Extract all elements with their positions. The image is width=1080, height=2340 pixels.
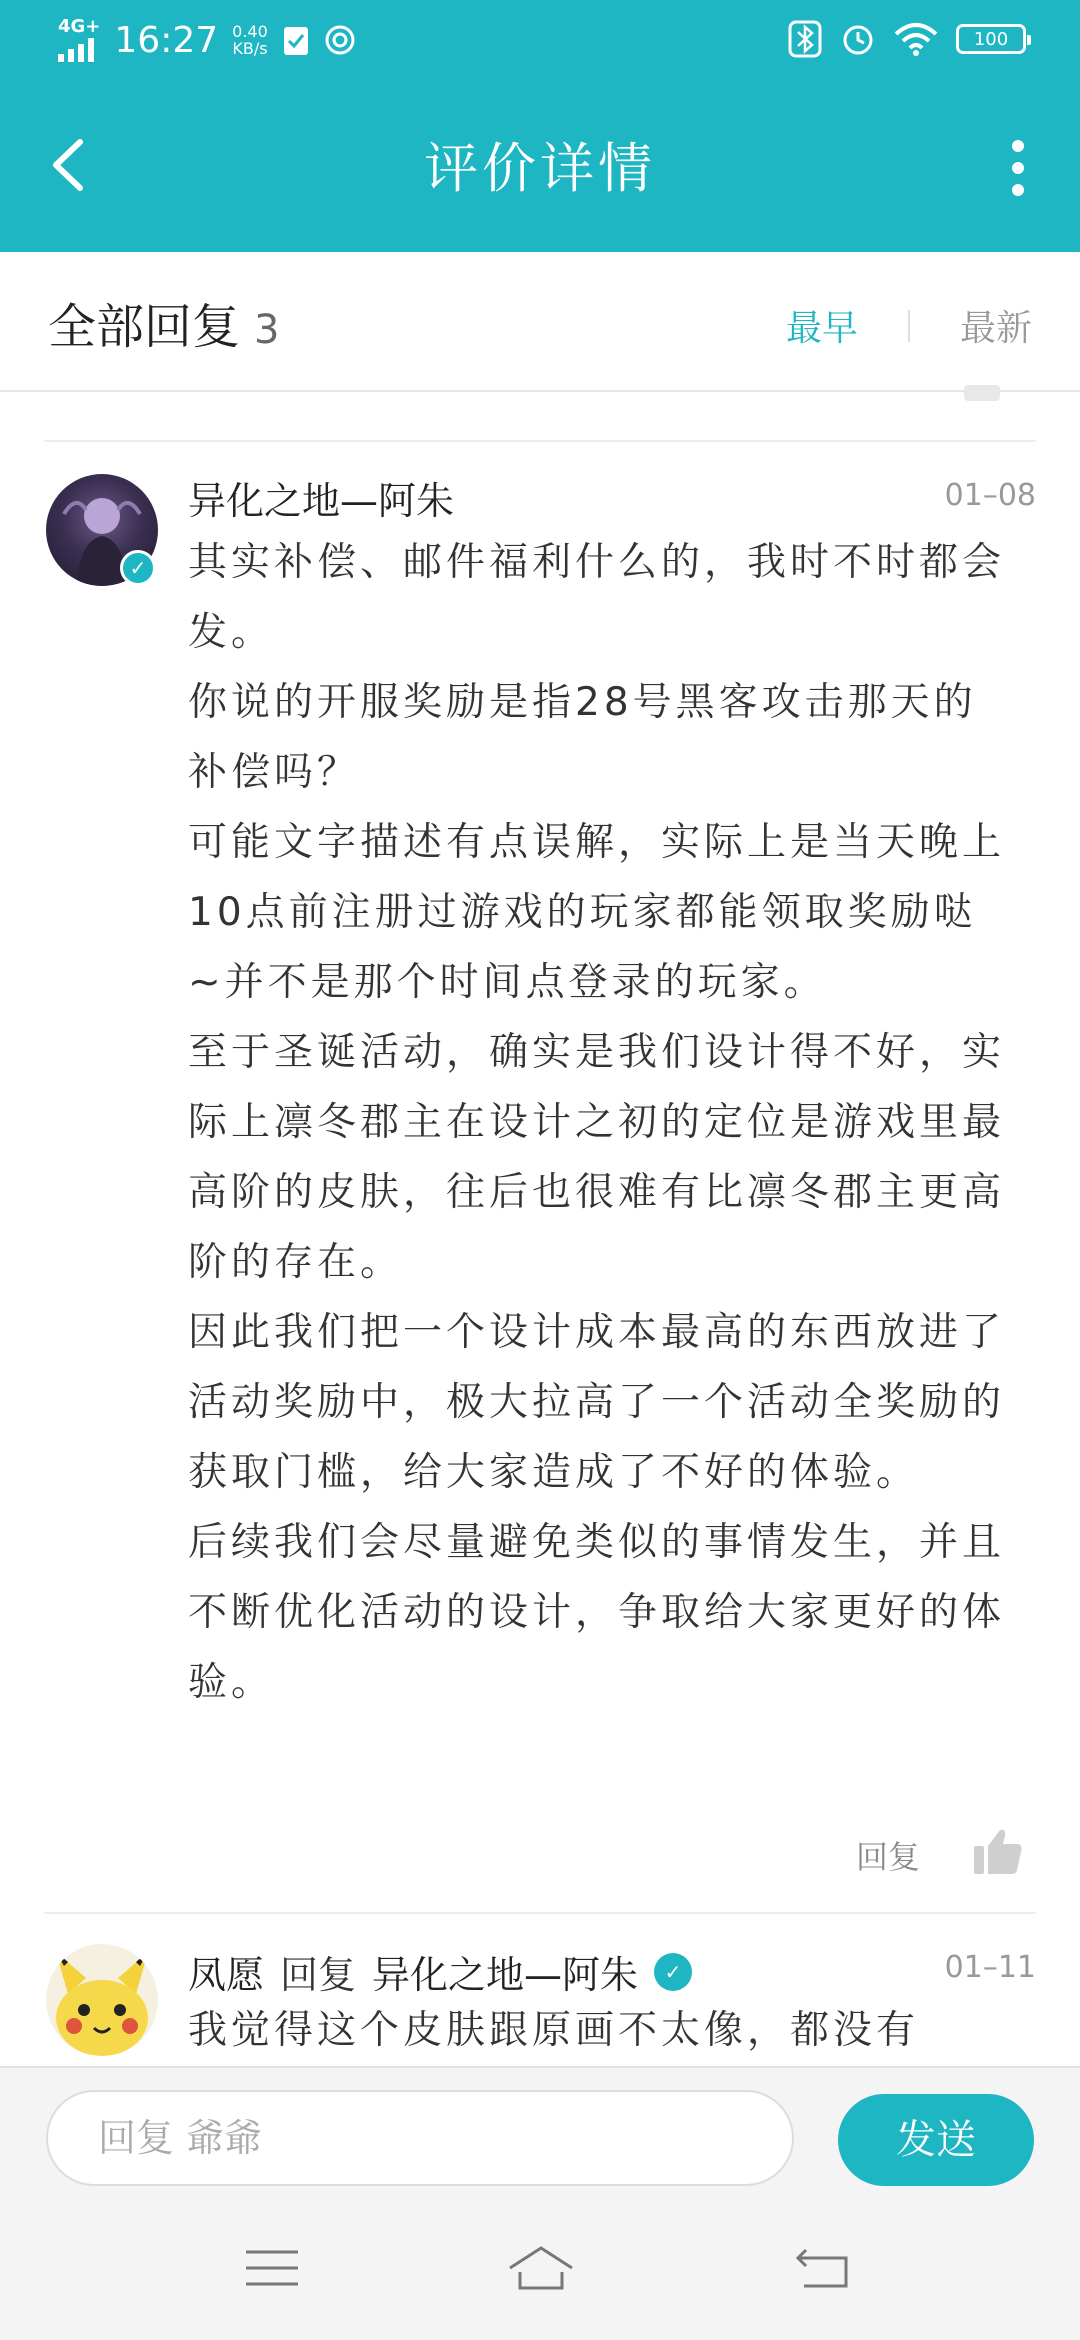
page-title: 评价详情 <box>424 137 656 200</box>
home-icon[interactable] <box>506 2242 576 2294</box>
replies-header <box>0 252 1080 392</box>
comment-paragraph: 至于圣诞活动，确实是我们设计得不好，实际上凛冬郡主在设计之初的定位是游戏里最高阶的皮肤，往后也很难有比凛冬郡主更高阶的存在。 <box>188 1030 1006 1285</box>
comment-paragraph: 我觉得这个皮肤跟原画不太像，都没有 <box>188 2008 920 2053</box>
sort-toggle <box>786 300 1032 351</box>
sort-latest-tab[interactable]: 最新 <box>959 308 1032 349</box>
reply-button[interactable]: 回复 <box>855 1838 920 1876</box>
network-speed <box>232 23 268 57</box>
comment-paragraph: 你说的开服奖励是指28号黑客攻击那天的补偿吗？ <box>188 680 977 795</box>
like-thumb-icon[interactable] <box>972 1826 1024 1876</box>
clipboard-check-icon <box>282 23 310 57</box>
status-bar <box>0 0 1080 80</box>
replies-title <box>48 288 279 357</box>
comment-author[interactable]: 异化之地—阿朱 <box>188 479 455 523</box>
reply-word: 回复 <box>280 1953 357 1997</box>
replies-count: 3 <box>254 307 280 353</box>
verified-badge-icon: ✓ <box>120 550 156 586</box>
comment-body <box>188 528 1008 1718</box>
bluetooth-icon <box>788 20 822 58</box>
spiral-app-icon <box>324 24 356 56</box>
sort-divider <box>908 310 910 342</box>
speed-unit: KB/s <box>232 39 268 58</box>
comment-paragraph: 后续我们会尽量避免类似的事情发生，并且不断优化活动的设计，争取给大家更好的体验。 <box>188 1520 1006 1705</box>
comment-author-line <box>188 1944 692 1999</box>
wifi-icon <box>894 22 938 56</box>
reply-target[interactable]: 异化之地—阿朱 <box>372 1953 639 1997</box>
comment-paragraph: 其实补偿、邮件福利什么的，我时不时都会发。 <box>188 540 1006 655</box>
app-header <box>0 80 1080 252</box>
comment-body <box>188 1996 1008 2066</box>
verified-badge-icon: ✓ <box>654 1953 692 1991</box>
speed-value: 0.40 <box>232 22 268 41</box>
more-menu-icon[interactable] <box>1008 140 1028 196</box>
reply-input[interactable]: 回复 爺爺 <box>46 2090 794 2186</box>
comment-paragraph: 可能文字描述有点误解，实际上是当天晚上10点前注册过游戏的玩家都能领取奖励哒~并不是那个时间点登录的玩家。 <box>188 820 1006 1005</box>
reply-composer <box>0 2066 1080 2198</box>
comment-author[interactable]: 凤愿 <box>188 1953 265 1997</box>
divider <box>44 440 1036 442</box>
replies-label: 全部回复 <box>48 299 241 355</box>
system-nav-bar <box>0 2198 1080 2340</box>
back-nav-icon[interactable] <box>792 2242 856 2294</box>
send-button[interactable]: 发送 <box>838 2094 1034 2186</box>
clock: 16:27 <box>114 19 219 61</box>
avatar[interactable] <box>46 1944 158 2056</box>
sort-earliest-tab[interactable]: 最早 <box>785 308 858 349</box>
comment-paragraph: 因此我们把一个设计成本最高的东西放进了活动奖励中，极大拉高了一个活动全奖励的获取门槛，给大家造成了不好的体验。 <box>188 1310 1006 1495</box>
menu-icon[interactable] <box>240 2242 304 2294</box>
battery-level: 100 <box>973 28 1009 50</box>
partial-like-icon <box>964 385 1000 401</box>
divider <box>44 1912 1036 1914</box>
pikachu-avatar-icon <box>46 1944 158 2056</box>
alarm-icon <box>840 21 876 57</box>
comment-date: 01–08 <box>944 478 1036 513</box>
top-bar <box>0 0 1080 252</box>
battery-icon <box>956 24 1026 54</box>
comment-date: 01–11 <box>944 1950 1036 1985</box>
network-type: 4G+ <box>58 16 101 37</box>
signal-icon <box>58 36 94 62</box>
